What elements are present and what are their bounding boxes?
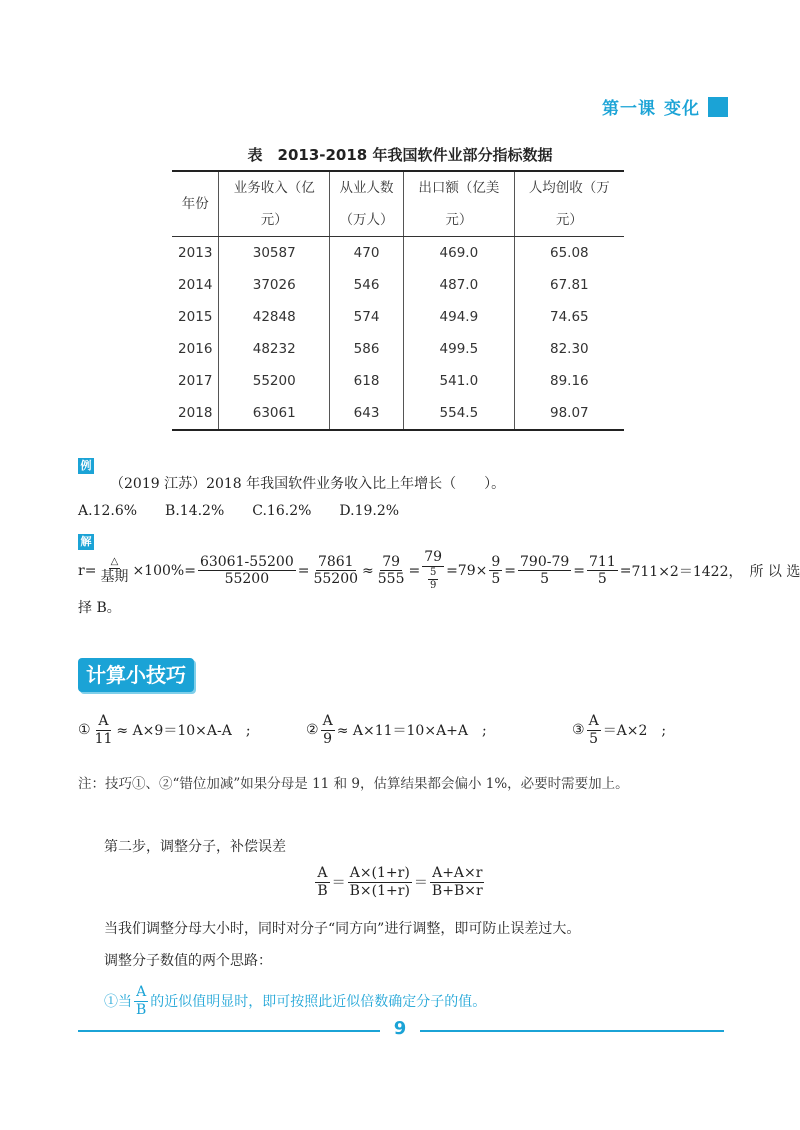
footer-rule-right (420, 1030, 724, 1032)
footer-rule-left (78, 1030, 380, 1032)
paragraph: 当我们调整分母大小时，同时对分子“同方向”进行调整，即可防止误差过大。 (104, 921, 581, 937)
table-row: 2013 30587 470 469.0 65.08 (172, 237, 624, 270)
tips-banner: 计算小技巧 (78, 658, 194, 692)
table-row: 2014 37026 546 487.0 67.81 (172, 269, 624, 301)
table-row: 2018 63061 643 554.5 98.07 (172, 397, 624, 430)
fraction: $\frac{63061-55200}{55200}$ (199, 553, 294, 588)
example-tag: 例 (78, 458, 94, 474)
table-title: 表 2013-2018 年我国软件业部分指标数据 (247, 146, 553, 164)
table-row: 2017 55200 618 541.0 89.16 (172, 365, 624, 397)
fraction: $\frac{7861}{55200}$ (313, 553, 359, 588)
tip-3: ③ $\frac{A}{5}$ ＝A×2 ; (572, 713, 667, 747)
fraction: $\frac{A+A\times r}{B+B\times r}$ (431, 865, 483, 899)
fraction: $\frac{A}{9}$ (322, 713, 333, 747)
option-a: A.12.6% (78, 503, 138, 519)
table-row: 2015 42848 574 494.9 74.65 (172, 301, 624, 333)
fraction: $\frac{790-79}{5}$ (520, 553, 570, 588)
compound-fraction: $\frac{79}{\frac{5}{9}}$ (424, 549, 443, 592)
data-table (172, 170, 624, 431)
chapter-header (602, 94, 728, 119)
page-number: 9 (393, 1018, 407, 1039)
tip-note: 注：技巧①、②“错位加减”如果分母是 11 和 9，估算结果都会偏小 1%，必要时需要加上。 (78, 776, 629, 792)
lesson-label: 第一课 (602, 99, 656, 119)
col-header-revenue: 业务收入（亿 元） (219, 171, 330, 237)
fraction: $\frac{A}{5}$ (588, 713, 599, 747)
paragraph: 调整分子数值的两个思路： (104, 953, 272, 969)
table-row: 2016 48232 586 499.5 82.30 (172, 333, 624, 365)
header-marker (708, 97, 728, 117)
tip-2: ② $\frac{A}{9}$ ≈ A×11＝10×A+A ; (306, 713, 487, 747)
col-header-per-capita: 人均创收（万 元） (514, 171, 624, 237)
fraction: $\frac{\triangle}{\text{基期}}$ (100, 555, 129, 586)
fraction: $\frac{A}{11}$ (94, 713, 113, 747)
solution-conclusion: 择 B。 (78, 600, 121, 616)
fraction: $\frac{711}{5}$ (589, 553, 616, 588)
answer-options (78, 503, 399, 519)
solution-result: 711×2＝1422， 所 以 选 (631, 563, 800, 580)
fraction: $\frac{9}{5}$ (491, 553, 501, 588)
adjustment-equation: $\frac{A}{B}$ ＝ $\frac{A\times(1+r)}{B\times(1+r)}$ ＝ $\frac{A+A\times r}{B+B\times r}$ (317, 865, 483, 899)
step-heading: 第二步，调整分子，补偿误差 (104, 839, 286, 855)
col-header-exports: 出口额（亿美 元） (404, 171, 515, 237)
fraction: $\frac{79}{555}$ (377, 553, 405, 588)
fraction: $\frac{A}{B}$ (317, 865, 328, 899)
fraction: $\frac{A}{B}$ (136, 984, 147, 1018)
option-d: D.19.2% (339, 503, 400, 519)
solution-tag: 解 (78, 534, 94, 550)
col-header-year: 年份 (172, 171, 219, 237)
highlight-paragraph: ①当 $\frac{A}{B}$ 的近似值明显时，即可按照此近似倍数确定分子的值。 (104, 984, 487, 1018)
topic-label: 变化 (664, 99, 700, 119)
tip-1: ① $\frac{A}{11}$ ≈ A×9＝10×A-A ; (78, 713, 251, 747)
solution-formula: r = $\frac{\triangle}{\text{基期}}$ ×100% = $\frac{63061-55200}{55200}$ = $\frac{7861}{55200}$ ≈ $\frac{79}{555}$ = $\frac{79}{\frac{5}{9}}$ = 79× $\frac{9}{5}$ = $\frac{790-79}{5}$ = $\frac{711}{5}$ = 711×2＝1422， 所 以 选 (78, 549, 800, 592)
fraction: $\frac{A\times(1+r)}{B\times(1+r)}$ (349, 865, 410, 899)
example-question: （2019 江苏）2018 年我国软件业务收入比上年增长（ ）。 (110, 476, 506, 492)
option-b: B.14.2% (165, 503, 225, 519)
col-header-employees: 从业人数 （万人） (329, 171, 403, 237)
option-c: C.16.2% (252, 503, 312, 519)
